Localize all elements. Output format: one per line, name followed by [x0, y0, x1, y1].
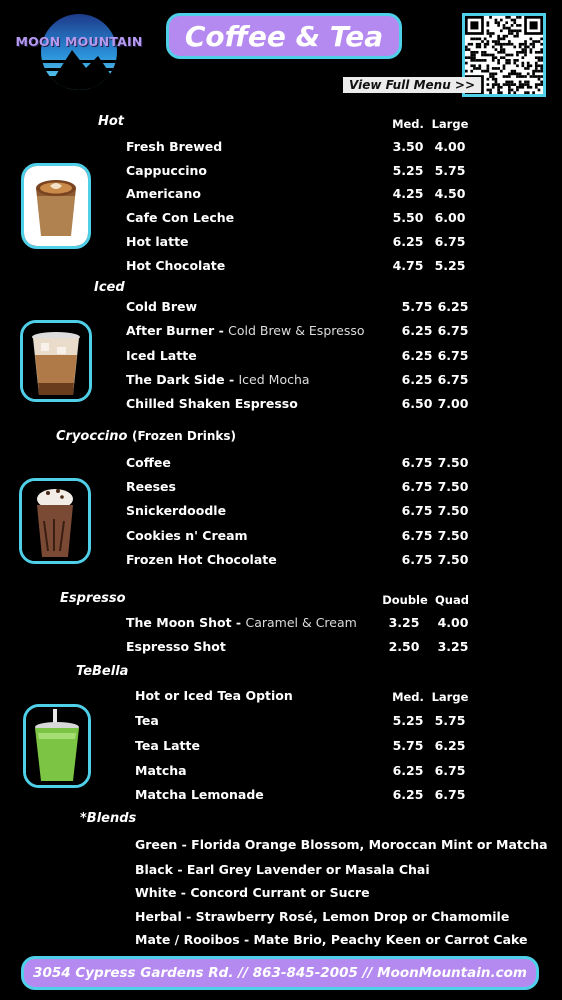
price-double: 2.50 — [388, 639, 420, 654]
price-med: 5.25 — [392, 713, 424, 728]
price-med: 4.75 — [392, 258, 424, 273]
menu-item-name[interactable] — [135, 738, 200, 753]
menu-item-name[interactable] — [126, 258, 225, 273]
menu-item-name[interactable] — [126, 528, 248, 543]
menu-item-name[interactable] — [126, 639, 226, 654]
section-title-hot: Hot — [98, 114, 125, 129]
menu-item-label: Cappuccino — [126, 163, 207, 178]
page-title-banner — [166, 13, 402, 59]
cryoccino-sub: (Frozen Drinks) — [131, 429, 237, 443]
menu-item-label: Americano — [126, 186, 201, 201]
view-full-menu-link[interactable]: View Full Menu >> — [343, 77, 481, 93]
menu-item-label: Tea — [135, 713, 159, 728]
price-med: 5.25 — [392, 163, 424, 178]
price-med: 6.50 — [401, 396, 433, 411]
hot-coffee-photo — [21, 163, 91, 249]
section-title-iced: Iced — [94, 280, 125, 295]
price-med: 6.75 — [401, 455, 433, 470]
blend-item: Herbal - Strawberry Rosé, Lemon Drop or Chamomile — [135, 909, 510, 924]
footer-contact-banner[interactable] — [21, 956, 539, 990]
col-header-quad: Quad — [435, 593, 469, 607]
price-large: 4.00 — [434, 139, 466, 154]
price-large: 7.50 — [437, 455, 469, 470]
section-title-tebella: TeBella — [76, 664, 129, 679]
blend-item: Mate / Rooibos - Mate Brio, Peachy Keen or Carrot Cake — [135, 932, 528, 947]
menu-item-name[interactable] — [126, 348, 197, 363]
price-med: 6.75 — [401, 479, 433, 494]
price-med: 5.75 — [401, 299, 433, 314]
tea-col-header-med: Med. — [392, 690, 424, 704]
iced-cup-icon — [23, 323, 89, 399]
price-med: 6.75 — [401, 503, 433, 518]
tea-col-header-large: Large — [431, 690, 469, 704]
moon-mountain-logo[interactable] — [14, 10, 144, 94]
menu-item-label: Reeses — [126, 479, 176, 494]
price-large: 5.25 — [434, 258, 466, 273]
price-med: 5.75 — [392, 738, 424, 753]
price-med: 5.50 — [392, 210, 424, 225]
price-large: 6.75 — [437, 372, 469, 387]
price-med: 6.25 — [401, 323, 433, 338]
menu-item-label: Frozen Hot Chocolate — [126, 552, 277, 567]
price-large: 5.75 — [434, 713, 466, 728]
page-title: Coffee & Tea — [184, 19, 384, 53]
price-med: 4.25 — [392, 186, 424, 201]
section-title-espresso: Espresso — [60, 591, 126, 606]
price-large: 6.75 — [434, 763, 466, 778]
logo-graphic — [14, 10, 144, 94]
section-title-cryoccino — [56, 429, 236, 444]
price-quad: 3.25 — [437, 639, 469, 654]
price-large: 6.75 — [434, 787, 466, 802]
cryoccino-label: Cryoccino — [56, 429, 128, 444]
menu-item-label: After Burner - — [126, 323, 229, 338]
menu-item-name[interactable] — [126, 479, 176, 494]
blend-item: Black - Earl Grey Lavender or Masala Chai — [135, 862, 430, 877]
frozen-drink-photo — [19, 478, 91, 564]
price-large: 6.25 — [437, 299, 469, 314]
price-large: 7.50 — [437, 552, 469, 567]
menu-item-name[interactable] — [126, 139, 222, 154]
price-large: 7.50 — [437, 503, 469, 518]
price-med: 6.75 — [401, 552, 433, 567]
menu-item-label: Tea Latte — [135, 738, 200, 753]
menu-item-label: Hot latte — [126, 234, 189, 249]
price-large: 5.75 — [434, 163, 466, 178]
menu-item-label: Cookies n' Cream — [126, 528, 248, 543]
menu-item-name[interactable] — [126, 372, 310, 387]
matcha-drink-photo — [23, 704, 91, 788]
price-large: 7.00 — [437, 396, 469, 411]
menu-item-label: Chilled Shaken Espresso — [126, 396, 298, 411]
blend-item: White - Concord Currant or Sucre — [135, 885, 370, 900]
menu-item-description: Iced Mocha — [238, 372, 310, 387]
price-large: 7.50 — [437, 528, 469, 543]
col-header-med: Med. — [392, 117, 424, 131]
price-large: 6.75 — [434, 234, 466, 249]
menu-item-label: Snickerdoodle — [126, 503, 227, 518]
menu-item-label: Coffee — [126, 455, 171, 470]
price-med: 6.75 — [401, 528, 433, 543]
iced-drink-photo — [20, 320, 92, 402]
menu-item-name[interactable] — [126, 455, 171, 470]
price-large: 6.25 — [434, 738, 466, 753]
menu-item-label: Cafe Con Leche — [126, 210, 235, 225]
menu-item-label: Fresh Brewed — [126, 139, 223, 154]
menu-item-label: Matcha — [135, 763, 187, 778]
price-large: 6.00 — [434, 210, 466, 225]
menu-item-name[interactable] — [126, 234, 189, 249]
menu-item-name[interactable] — [126, 186, 201, 201]
price-med: 6.25 — [392, 234, 424, 249]
menu-item-label: Iced Latte — [126, 348, 197, 363]
menu-item-name[interactable] — [126, 323, 365, 338]
menu-item-label: Cold Brew — [126, 299, 198, 314]
matcha-cup-icon — [26, 707, 88, 785]
section-title-blends: *Blends — [80, 811, 137, 826]
menu-item-name[interactable] — [126, 396, 298, 411]
col-header-large: Large — [431, 117, 469, 131]
menu-item-label: Matcha Lemonade — [135, 787, 264, 802]
price-double: 3.25 — [388, 615, 420, 630]
tea-option-label: Hot or Iced Tea Option — [135, 688, 293, 703]
menu-item-description: Caramel & Cream — [245, 615, 357, 630]
latte-cup-icon — [24, 166, 88, 246]
blend-item: Green - Florida Orange Blossom, Moroccan Mint or Matcha — [135, 837, 548, 852]
frozen-cup-icon — [22, 481, 88, 561]
price-large: 4.50 — [434, 186, 466, 201]
menu-item-name[interactable] — [126, 210, 234, 225]
menu-item-name[interactable] — [135, 763, 187, 778]
menu-item-name[interactable] — [135, 787, 264, 802]
menu-item-label: The Moon Shot - — [126, 615, 246, 630]
price-med: 6.25 — [401, 372, 433, 387]
menu-item-label: Hot Chocolate — [126, 258, 226, 273]
menu-item-name[interactable] — [126, 299, 197, 314]
price-med: 6.25 — [401, 348, 433, 363]
menu-item-name[interactable] — [126, 163, 207, 178]
price-large: 6.75 — [437, 323, 469, 338]
logo-text: MOON MOUNTAIN — [15, 34, 143, 49]
menu-item-name[interactable] — [135, 713, 159, 728]
footer-contact-text: 3054 Cypress Gardens Rd. // 863-845-2005 // MoonMountain.com — [33, 965, 527, 981]
menu-item-name[interactable] — [126, 615, 357, 630]
price-large: 7.50 — [437, 479, 469, 494]
menu-item-label: The Dark Side - — [126, 372, 239, 387]
price-large: 6.75 — [437, 348, 469, 363]
price-med: 6.25 — [392, 787, 424, 802]
menu-item-name[interactable] — [126, 503, 226, 518]
menu-item-label: Espresso Shot — [126, 639, 226, 654]
price-med: 3.50 — [392, 139, 424, 154]
price-med: 6.25 — [392, 763, 424, 778]
col-header-double: Double — [382, 593, 428, 607]
menu-item-description: Cold Brew & Espresso — [228, 323, 365, 338]
price-quad: 4.00 — [437, 615, 469, 630]
menu-item-name[interactable] — [126, 552, 277, 567]
